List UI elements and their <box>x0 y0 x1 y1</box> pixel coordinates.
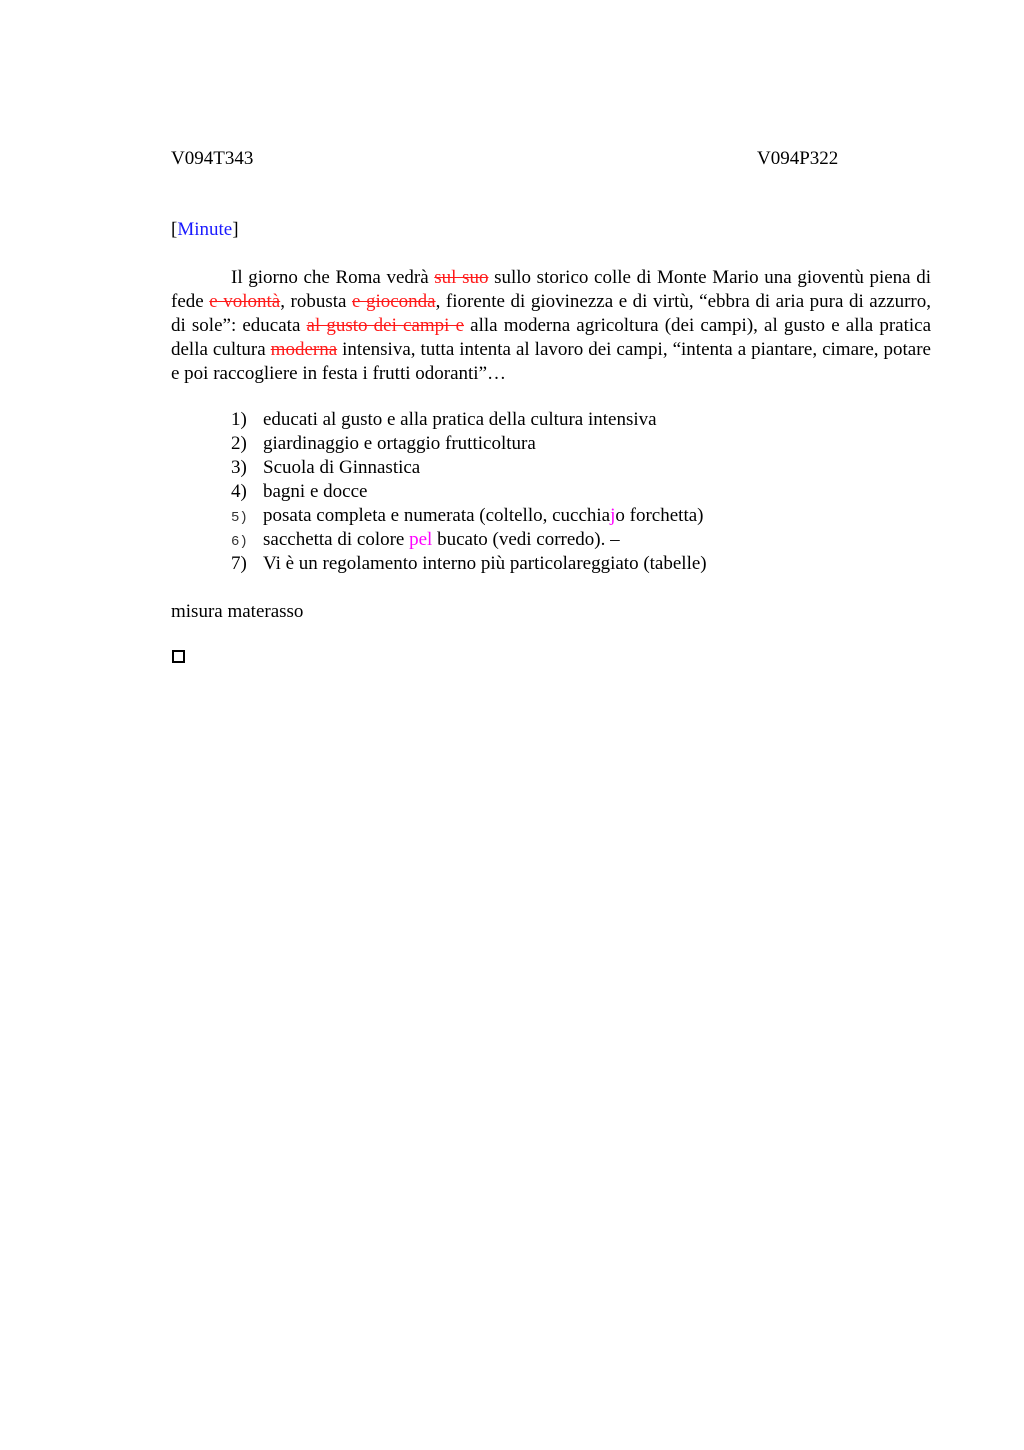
paragraph-text: Il giorno che Roma vedrà <box>231 267 435 288</box>
section-label-minute: Minute <box>177 219 233 240</box>
list-item <box>231 480 707 504</box>
list-item <box>231 456 707 480</box>
paragraph-text: intensiva, tutta intenta al lavoro dei campi, “intenta a piantare, cimare, potare e poi raccogliere in festa i frutti odoranti”… <box>171 339 931 384</box>
paragraph-text: , robusta <box>280 291 352 312</box>
list-item-text: bagni e docce <box>263 481 368 502</box>
highlighted-text: pel <box>409 529 433 550</box>
deleted-text: moderna <box>270 339 338 360</box>
list-item-number: 1) <box>231 409 247 430</box>
list-item-text: o forchetta) <box>615 505 704 526</box>
checkbox-square-icon <box>172 650 185 663</box>
document-code-left: V094T343 <box>171 148 254 169</box>
list-item-number: 3) <box>231 457 247 478</box>
list-item-text: giardinaggio e ortaggio frutticoltura <box>263 433 536 454</box>
list-item-text: sacchetta di colore <box>263 529 410 550</box>
list-item <box>231 504 707 528</box>
list-item <box>231 528 707 552</box>
list-item-number: 2) <box>231 433 247 454</box>
section-heading <box>171 218 239 242</box>
list-item-text: Vi è un regolamento interno più particolareggiato (tabelle) <box>263 553 707 574</box>
open-bracket: [ <box>171 219 178 240</box>
deleted-text: sul suo <box>434 267 489 288</box>
list-item-text: educati al gusto e alla pratica della cultura intensiva <box>263 409 657 430</box>
close-bracket: ] <box>232 219 239 240</box>
list-item-number: 5) <box>231 510 248 526</box>
highlighted-text: j <box>610 505 616 526</box>
paragraph-text: alla moderna agricoltura (dei campi), al gusto e alla pratica della cultura <box>171 315 932 360</box>
body-paragraph <box>171 266 931 386</box>
deleted-text: e gioconda <box>352 291 436 312</box>
paragraph-text: sullo storico colle di Monte Mario una gioventù piena di fede <box>171 267 931 312</box>
list-item-text: bucato (vedi corredo). – <box>432 529 620 550</box>
note-misura-materasso: misura materasso <box>171 601 304 622</box>
list-item <box>231 432 707 456</box>
list-item-text: posata completa e numerata (coltello, cucchia <box>263 505 611 526</box>
numbered-list <box>231 408 707 576</box>
list-item-number: 4) <box>231 481 247 502</box>
document-code-right: V094P322 <box>757 148 839 169</box>
list-item-number: 7) <box>231 553 247 574</box>
list-item <box>231 552 707 576</box>
deleted-text: al gusto dei campi e <box>306 315 465 336</box>
list-item-text: Scuola di Ginnastica <box>263 457 421 478</box>
list-item-number: 6) <box>231 534 248 550</box>
deleted-text: e volontà <box>209 291 281 312</box>
list-item <box>231 408 707 432</box>
paragraph-text: , fiorente di giovinezza e di virtù, “ebbra di aria pura di azzurro, di sole”: educata <box>171 291 931 336</box>
